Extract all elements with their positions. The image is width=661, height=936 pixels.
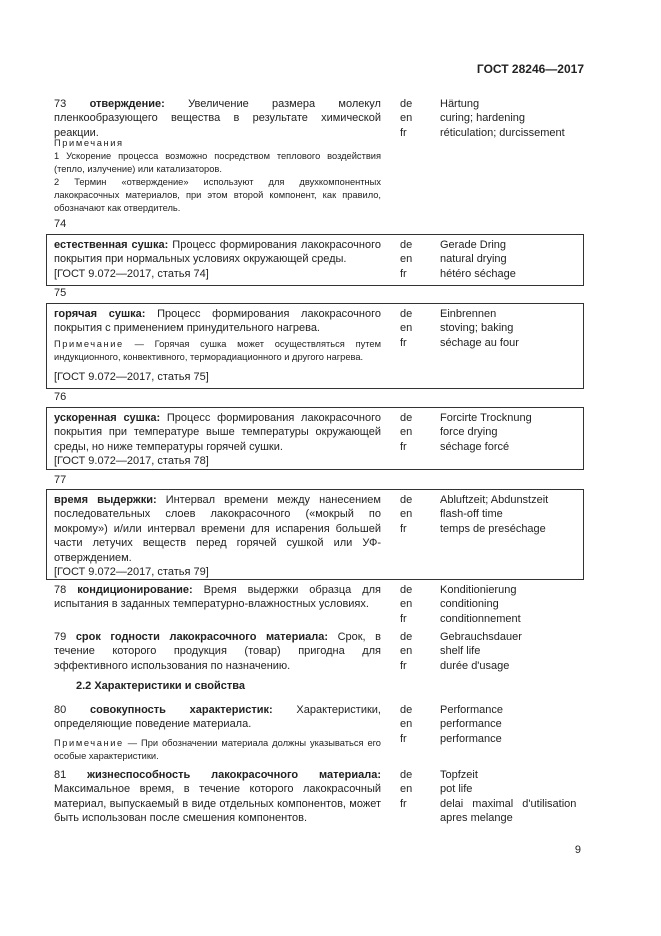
lang-codes: de en fr — [400, 98, 413, 139]
term-definition: Увеличение размера молекул пленкообразующего вещества в результате химической реакции. — [54, 98, 381, 139]
note-text: — При обозначении материала должны указываться его особые характеристики. — [54, 738, 381, 761]
term-name: жизнеспособность лакокрасочного материала: — [87, 769, 381, 781]
term-78-definition — [54, 583, 381, 612]
note-text: — Горячая сушка может осуществляться путем индукционного, конвективного, терморадиационного и другого нагрева. — [54, 339, 381, 362]
term-name: отверждение: — [89, 98, 165, 110]
term-number: 74 — [54, 218, 67, 230]
term-definition: Срок, в течение которого продукция (товар) пригодна для эффективного использования по назначению. — [54, 631, 382, 672]
term-definition: Интервал времени между нанесением последовательных слоев лакокрасочного («мокрый по мокрому») и/или интервал времени для испарения большей части летучих веществ перед горячей сушкой или УФ-отверждением. — [54, 494, 381, 564]
term-name: время выдержки: — [54, 494, 157, 506]
lang-codes: de en fr — [400, 239, 413, 280]
term-76-definition — [54, 411, 381, 469]
equivalents: Einbrennen stoving; baking séchage au four — [440, 308, 519, 349]
term-definition: Процесс формирования лакокрасочного покрытия при нормальных условиях окружающей среды. — [54, 239, 381, 266]
equivalents: Topfzeit pot life delai maximal d'utilisation apres melange — [440, 769, 577, 825]
lang-codes: de en fr — [400, 308, 413, 349]
term-74-definition — [54, 238, 381, 281]
equivalents: Härtung curing; hardening réticulation; durcissement — [440, 98, 565, 139]
notes-title: Примечания — [54, 138, 124, 148]
document-header: ГОСТ 28246—2017 — [476, 62, 584, 76]
term-number: 79 — [54, 631, 67, 643]
term-number: 73 — [54, 98, 67, 110]
lang-codes: de en fr — [400, 704, 413, 745]
term-number: 78 — [54, 584, 67, 596]
term-reference: [ГОСТ 9.072—2017, статья 75] — [54, 371, 209, 383]
equivalents: Abluftzeit; Abdunstzeit flash-off time temps de preséchage — [440, 494, 549, 535]
note-label: Примечание — [54, 339, 124, 349]
term-reference: [ГОСТ 9.072—2017, статья 78] — [54, 455, 209, 468]
term-75-definition — [54, 307, 381, 336]
equivalents: Forcirte Trocknung force drying séchage forcé — [440, 412, 532, 453]
lang-codes: de en fr — [400, 584, 413, 625]
term-definition: Процесс формирования лакокрасочного покрытия при температуре выше температуры окружающей среды, но ниже температуры горячей сушки. — [54, 412, 381, 453]
term-name: совокупность характеристик: — [89, 704, 273, 716]
equivalents: Gerade Dring natural drying hétéro séchage — [440, 239, 516, 280]
equivalents: Gebrauchsdauer shelf life durée d'usage — [440, 631, 522, 672]
term-definition: Максимальное время, в течение которого лакокрасочный материал, выпускаемый в виде отдельных компонентов, может быть использован после смешения компонентов. — [54, 783, 381, 825]
equivalents: Konditionierung conditioning conditionnement — [440, 584, 521, 625]
lang-codes: de en fr — [400, 412, 413, 453]
term-number: 77 — [54, 474, 67, 486]
lang-codes: de en fr — [400, 494, 413, 535]
lang-codes: de en fr — [400, 631, 413, 672]
term-name: горячая сушка: — [54, 308, 146, 320]
term-reference: [ГОСТ 9.072—2017, статья 74] — [54, 267, 209, 280]
equivalents: Performance performance performance — [440, 704, 503, 745]
term-81-definition — [54, 768, 381, 826]
section-heading: 2.2 Характеристики и свойства — [76, 680, 245, 692]
term-80-note — [54, 737, 381, 763]
note-2: 2 Термин «отверждение» используют для двухкомпонентных лакокрасочных материалов, при этом второй компонент, как правило, обозначают как отвердитель. — [54, 177, 381, 213]
term-number: 81 — [54, 769, 67, 781]
term-number: 80 — [54, 704, 67, 716]
term-name: ускоренная сушка: — [54, 412, 161, 424]
term-reference: [ГОСТ 9.072—2017, статья 79] — [54, 566, 209, 579]
note-1: 1 Ускорение процесса возможно посредством теплового воздействия (тепло, излучение) или катализаторов. — [54, 151, 381, 174]
term-definition: Процесс формирования лакокрасочного покрытия с применением принудительного нагрева. — [54, 308, 381, 335]
term-75-note — [54, 338, 381, 364]
term-name: естественная сушка: — [54, 239, 169, 251]
term-number: 75 — [54, 287, 67, 299]
term-77-definition — [54, 493, 381, 579]
term-73-definition — [54, 97, 381, 140]
term-name: кондиционирование: — [77, 584, 193, 596]
lang-codes: de en fr — [400, 769, 413, 810]
note-label: Примечание — [54, 738, 124, 748]
term-80-definition — [54, 703, 381, 732]
term-79-definition — [54, 630, 381, 673]
term-name: срок годности лакокрасочного материала: — [75, 631, 328, 643]
term-definition: Характеристики, определяющие поведение материала. — [54, 704, 381, 731]
term-number: 76 — [54, 391, 67, 403]
page-number: 9 — [574, 844, 581, 856]
term-definition: Время выдержки образца для испытания в заданных температурно-влажностных условиях. — [54, 584, 381, 611]
